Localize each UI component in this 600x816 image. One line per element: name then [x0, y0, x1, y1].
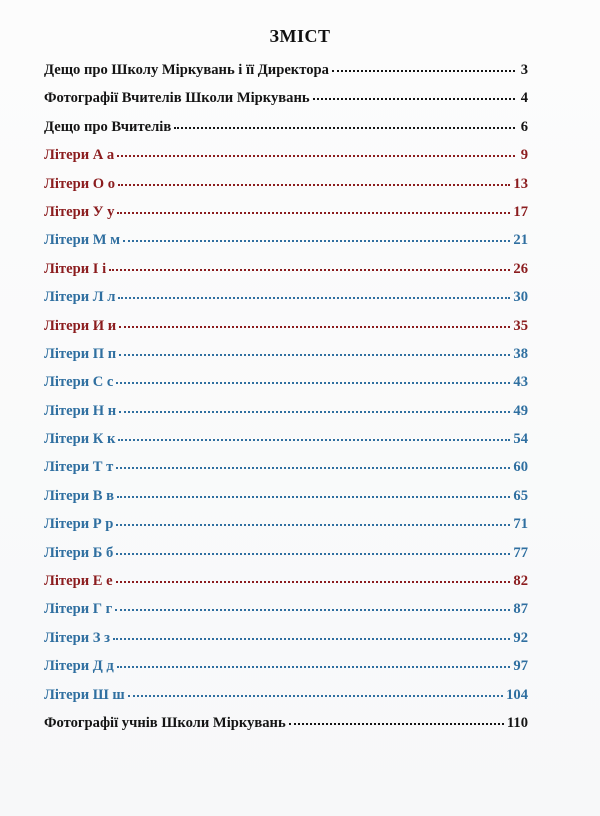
- toc-entry[interactable]: [44, 368, 528, 396]
- toc-entry[interactable]: [44, 255, 528, 283]
- dot-leader: [289, 722, 504, 725]
- toc-entry-label: Літери И и: [44, 317, 117, 334]
- toc-entry-label: Літери Б б: [44, 544, 114, 561]
- toc-entry-page-number: 26: [513, 260, 528, 277]
- dot-leader: [118, 183, 510, 186]
- toc-entry[interactable]: [44, 312, 528, 340]
- toc-entry-label: Літери Р р: [44, 516, 114, 533]
- dot-leader: [113, 637, 510, 640]
- toc-entry[interactable]: [44, 539, 528, 567]
- toc-entry-page-number: 65: [513, 487, 528, 504]
- dot-leader: [116, 552, 510, 555]
- toc-entry[interactable]: [44, 113, 528, 141]
- toc-entry[interactable]: [44, 482, 528, 510]
- dot-leader: [119, 410, 510, 413]
- dot-leader: [116, 466, 510, 469]
- toc-entry[interactable]: [44, 397, 528, 425]
- toc-entry-label: Літери Г г: [44, 601, 113, 618]
- toc-entry-page-number: 54: [513, 431, 528, 448]
- toc-entry[interactable]: [44, 709, 528, 737]
- toc-entry-page-number: 4: [520, 90, 528, 107]
- dot-leader: [117, 495, 510, 498]
- toc-entry-label: Літери І і: [44, 260, 107, 277]
- toc-entry-label: Літери Л л: [44, 289, 116, 306]
- dot-leader: [116, 580, 511, 583]
- dot-leader: [115, 608, 510, 611]
- toc-entry-page-number: 110: [506, 714, 528, 731]
- toc-entry-label: Літери С с: [44, 374, 114, 391]
- toc-entry-label: Літери Н н: [44, 402, 117, 419]
- toc-entry[interactable]: [44, 56, 528, 84]
- toc-entry-label: Літери З з: [44, 629, 110, 646]
- toc-entry[interactable]: [44, 170, 528, 198]
- dot-leader: [128, 694, 503, 697]
- toc-entry-page-number: 87: [513, 601, 528, 618]
- toc-entry-page-number: 38: [513, 345, 528, 362]
- toc-entry[interactable]: [44, 453, 528, 481]
- toc-entry-page-number: 49: [513, 402, 528, 419]
- toc-entry-page-number: 9: [520, 147, 528, 164]
- toc-entry-label: Літери О о: [44, 175, 116, 192]
- toc-entry-page-number: 21: [513, 232, 528, 249]
- toc-entry[interactable]: [44, 510, 528, 538]
- toc-entry[interactable]: [44, 141, 528, 169]
- toc-entry[interactable]: [44, 624, 528, 652]
- toc-entry-label: Літери Ш ш: [44, 686, 125, 703]
- toc-entry[interactable]: [44, 198, 528, 226]
- dot-leader: [116, 381, 510, 384]
- toc-entry-page-number: 97: [513, 658, 528, 675]
- toc-entry-page-number: 71: [513, 516, 528, 533]
- toc-entry-label: Літери В в: [44, 487, 115, 504]
- toc-entry-label: Дещо про Вчителів: [44, 118, 172, 135]
- dot-leader: [109, 268, 510, 271]
- toc-entry-page-number: 77: [513, 544, 528, 561]
- toc-entry-label: Фотографії учнів Школи Міркувань: [44, 714, 286, 731]
- toc-entry-page-number: 3: [520, 62, 528, 78]
- toc-entry-page-number: 82: [513, 573, 528, 590]
- dot-leader: [116, 523, 510, 526]
- toc-entry-label: Літери А а: [44, 147, 115, 164]
- dot-leader: [118, 438, 510, 441]
- toc-entry[interactable]: [44, 340, 528, 368]
- dot-leader: [313, 97, 515, 100]
- dot-leader: [118, 296, 510, 299]
- toc-entry-page-number: 43: [513, 374, 528, 391]
- toc-entry-label: Літери П п: [44, 345, 117, 362]
- toc-entry-page-number: 60: [513, 459, 528, 476]
- toc-entry[interactable]: [44, 425, 528, 453]
- toc-entry-label: Літери Т т: [44, 459, 114, 476]
- toc-entry-label: Фотографії Вчителів Школи Міркувань: [44, 90, 310, 107]
- toc-entry-page-number: 13: [513, 175, 528, 192]
- toc-entry-label: Літери К к: [44, 431, 116, 448]
- toc-entry[interactable]: [44, 226, 528, 254]
- toc-entry-label: Літери Д д: [44, 658, 114, 675]
- toc-entry-label: Літери Е е: [44, 573, 113, 590]
- toc-entry[interactable]: [44, 283, 528, 311]
- page-title: ЗМІСТ: [269, 26, 331, 46]
- toc-entry-page-number: 30: [513, 289, 528, 306]
- dot-leader: [332, 69, 515, 72]
- toc-entry-page-number: 17: [513, 203, 528, 220]
- toc-entry[interactable]: [44, 84, 528, 112]
- dot-leader: [117, 211, 510, 214]
- toc-entry-page-number: 35: [513, 317, 528, 334]
- toc-entry-page-number: 104: [506, 686, 528, 703]
- dot-leader: [174, 126, 515, 129]
- toc-entry[interactable]: [44, 681, 528, 709]
- table-of-contents: [44, 56, 528, 737]
- toc-entry[interactable]: [44, 595, 528, 623]
- dot-leader: [123, 239, 510, 242]
- toc-entry-label: Літери У у: [44, 203, 115, 220]
- dot-leader: [119, 325, 510, 328]
- dot-leader: [117, 665, 511, 668]
- toc-entry-page-number: 6: [520, 118, 528, 135]
- toc-entry[interactable]: [44, 567, 528, 595]
- dot-leader: [119, 353, 510, 356]
- toc-entry[interactable]: [44, 652, 528, 680]
- toc-entry-label: Дещо про Школу Міркувань і її Директора: [44, 62, 329, 78]
- toc-entry-page-number: 92: [513, 629, 528, 646]
- toc-entry-label: Літери М м: [44, 232, 121, 249]
- dot-leader: [117, 154, 515, 157]
